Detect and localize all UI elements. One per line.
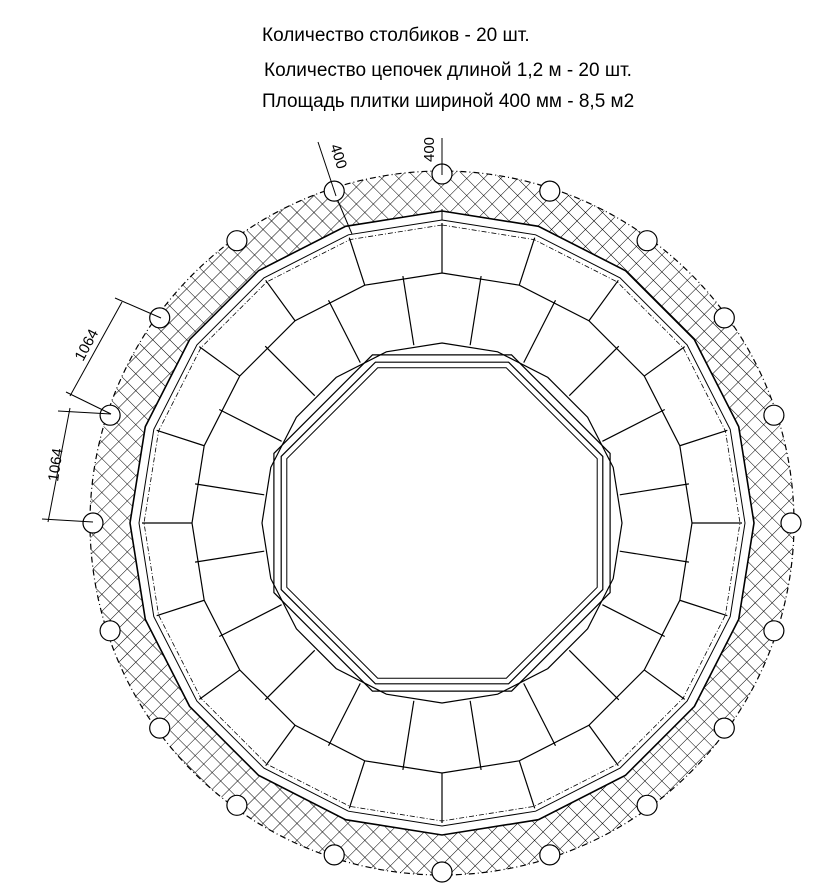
post-circle <box>764 405 784 425</box>
dim-label-lower-1064: 1064 <box>45 447 67 483</box>
dim-label-upper-1064: 1064 <box>71 326 103 364</box>
post-circle <box>83 513 103 533</box>
post-circle <box>637 231 657 251</box>
dim-label-tile-width-top: 400 <box>421 136 438 162</box>
post-circle <box>781 513 801 533</box>
tile-ring <box>130 211 754 835</box>
post-circle <box>324 845 344 865</box>
post-circle <box>540 845 560 865</box>
post-circle <box>764 621 784 641</box>
post-circle <box>227 795 247 815</box>
post-circle <box>150 718 170 738</box>
chains-count-note: Количество цепочек длиной 1,2 м - 20 шт. <box>264 60 632 81</box>
post-circle <box>432 862 452 882</box>
post-circle <box>100 621 120 641</box>
post-circle <box>714 718 734 738</box>
post-circle <box>227 231 247 251</box>
tile-area-note: Площадь плитки шириной 400 мм - 8,5 м2 <box>262 91 635 112</box>
post-circle <box>637 795 657 815</box>
extension-line <box>66 392 111 414</box>
post-circle <box>714 308 734 328</box>
posts-count-note: Количество столбиков - 20 шт. <box>262 25 530 46</box>
extension-line <box>115 298 161 318</box>
post-circle <box>100 405 120 425</box>
dim-label-tile-width-left: 400 <box>326 141 351 172</box>
post-circle <box>540 181 560 201</box>
tile-inner-polygon <box>262 343 622 703</box>
